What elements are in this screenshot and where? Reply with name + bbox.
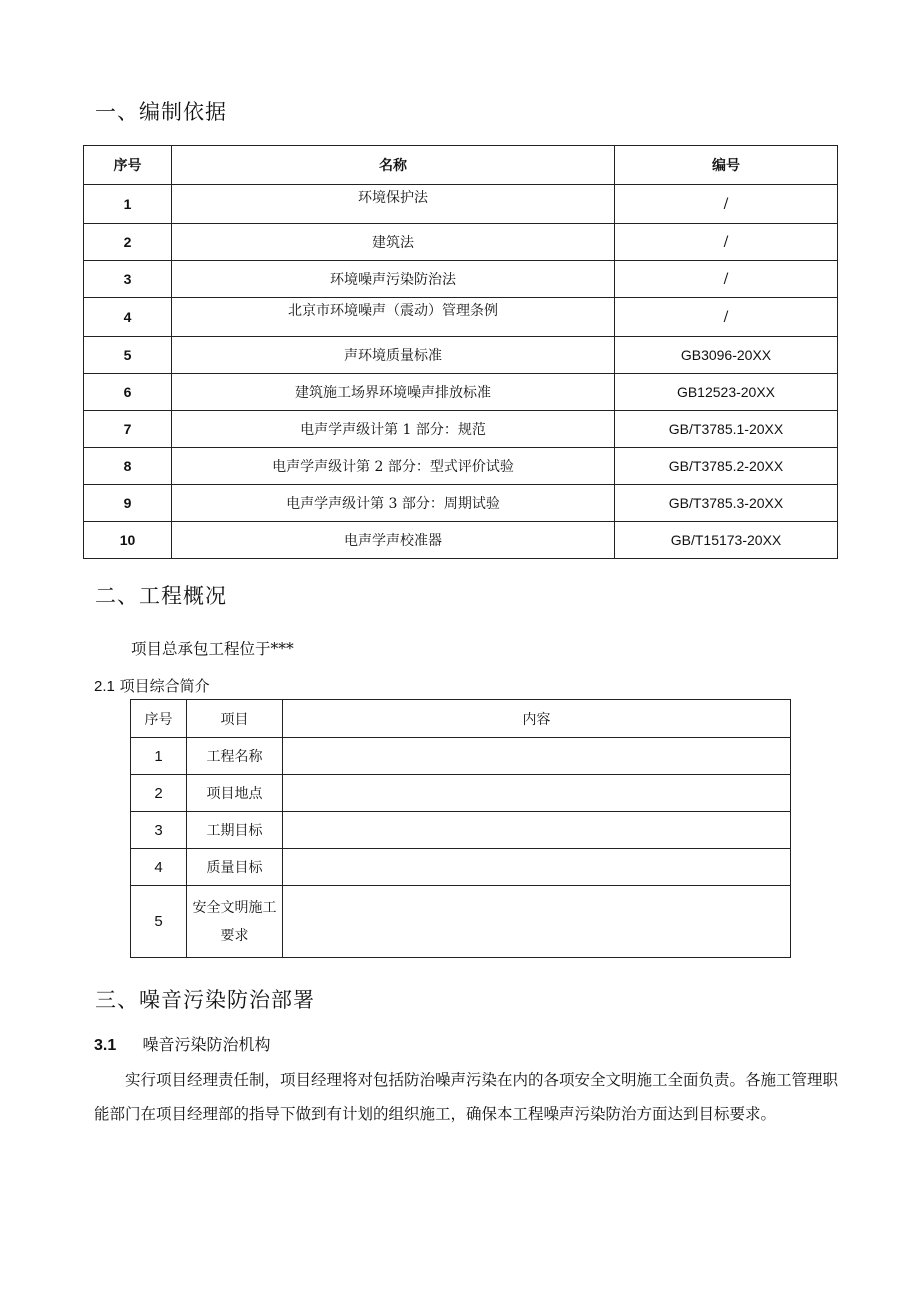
row-no: 4 [131,849,187,886]
row-no: 6 [84,374,172,411]
table-row [84,411,838,448]
row-code: / [615,298,838,337]
row-no: 7 [84,411,172,448]
row-code: GB/T15173-20XX [615,522,838,559]
section3-title: 三、噪音污染防治部署 [95,988,315,1012]
row-no: 2 [84,224,172,261]
subsection-title: 项目综合简介 [119,677,210,695]
row-item: 工期目标 [187,812,283,849]
table-row [84,374,838,411]
row-content [283,812,791,849]
row-name: 环境噪声污染防治法 [172,261,615,298]
subsection-title: 噪音污染防治机构 [142,1035,271,1054]
row-name: 电声学声校准器 [172,522,615,559]
row-name: 电声学声级计第 3 部分：周期试验 [172,485,615,522]
row-content [283,886,791,958]
row-name: 电声学声级计第 2 部分：型式评价试验 [172,448,615,485]
row-code: GB3096-20XX [615,337,838,374]
row-code: GB/T3785.3-20XX [615,485,838,522]
row-name: 建筑施工场界环境噪声排放标准 [172,374,615,411]
section3-paragraph: 实行项目经理责任制，项目经理将对包括防治噪声污染在内的各项安全文明施工全面负责。各施工管理职能部门在项目经理部的指导下做到有计划的组织施工，确保本工程噪声污染防治方面达到目标要求。 [94,1071,839,1123]
row-code: / [615,185,838,224]
table-row [131,849,791,886]
row-no: 1 [131,738,187,775]
row-no: 9 [84,485,172,522]
table-row [84,185,838,224]
section2-title: 二、工程概况 [95,584,227,608]
subsection-2-1-heading [94,675,210,696]
row-no: 5 [131,886,187,958]
table-header-row [84,146,838,185]
table-header-row [131,700,791,738]
table-row [84,224,838,261]
table-row [84,522,838,559]
row-item: 安全文明施工要求 [187,886,283,958]
row-name: 建筑法 [172,224,615,261]
row-code: GB/T3785.1-20XX [615,411,838,448]
table-row [84,448,838,485]
col-header-no: 序号 [84,146,172,185]
row-content [283,849,791,886]
row-content [283,775,791,812]
row-item: 项目地点 [187,775,283,812]
standards-table [83,145,838,559]
row-name: 电声学声级计第 1 部分：规范 [172,411,615,448]
project-summary-table [130,699,791,958]
row-no: 2 [131,775,187,812]
col-header-item: 项目 [187,700,283,738]
subsection-number: 2.1 [94,678,115,695]
col-header-code: 编号 [615,146,838,185]
row-name: 声环境质量标准 [172,337,615,374]
row-code: / [615,261,838,298]
row-no: 1 [84,185,172,224]
row-no: 5 [84,337,172,374]
table-row [84,261,838,298]
table-row [84,337,838,374]
row-code: GB/T3785.2-20XX [615,448,838,485]
row-no: 10 [84,522,172,559]
row-no: 4 [84,298,172,337]
table-row [84,298,838,337]
project-intro: 项目总承包工程位于*** [131,640,294,658]
col-header-content: 内容 [283,700,791,738]
row-name: 环境保护法 [172,185,615,224]
col-header-no: 序号 [131,700,187,738]
row-item: 工程名称 [187,738,283,775]
table-row [84,485,838,522]
col-header-name: 名称 [172,146,615,185]
row-no: 3 [84,261,172,298]
table-row [131,775,791,812]
table-row [131,738,791,775]
row-no: 3 [131,812,187,849]
table-row [131,886,791,958]
table-row [131,812,791,849]
row-no: 8 [84,448,172,485]
row-content [283,738,791,775]
row-code: / [615,224,838,261]
row-code: GB12523-20XX [615,374,838,411]
section1-title: 一、编制依据 [95,100,227,124]
row-name: 北京市环境噪声（震动）管理条例 [172,298,615,337]
row-item: 质量目标 [187,849,283,886]
subsection-number: 3.1 [94,1037,117,1054]
subsection-3-1-heading [94,1032,270,1055]
